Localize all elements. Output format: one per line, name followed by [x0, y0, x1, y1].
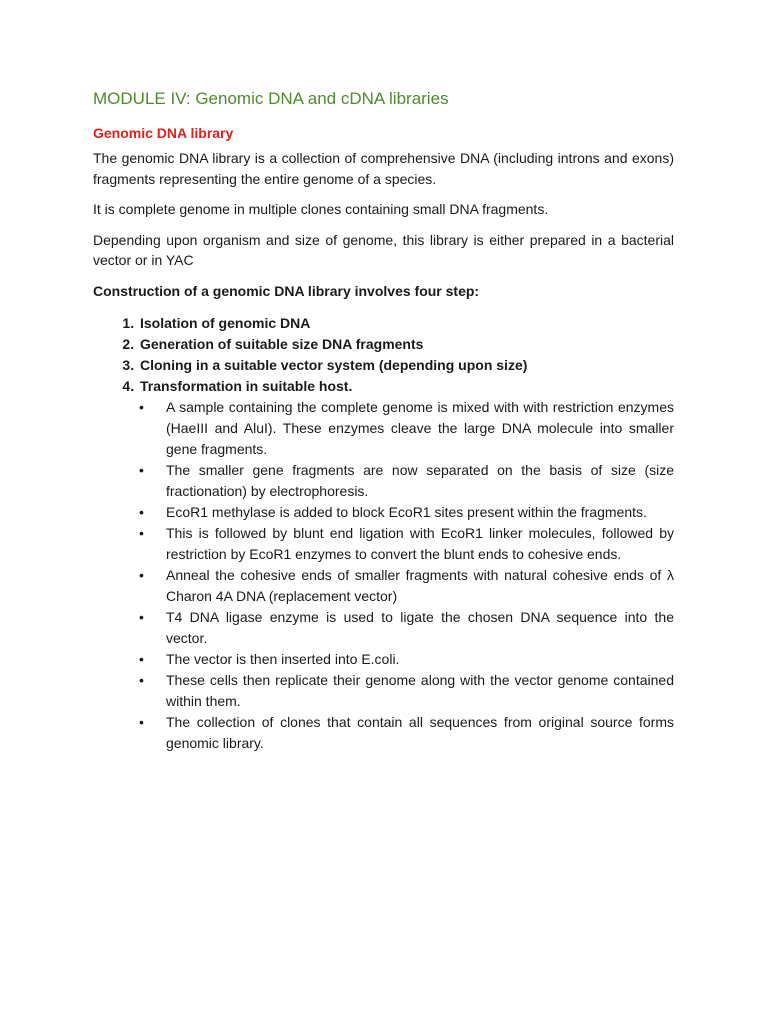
construction-heading: Construction of a genomic DNA library involves four step:: [93, 282, 480, 299]
module-title: MODULE IV: Genomic DNA and cDNA libraries: [93, 89, 449, 108]
steps-list: [93, 313, 674, 397]
document-page: [93, 88, 674, 754]
step-item: 2. Generation of suitable size DNA fragments: [138, 334, 674, 355]
bullet-item: • T4 DNA ligase enzyme is used to ligate the chosen DNA sequence into the vector.: [166, 607, 674, 649]
paragraph-vector-choice: Depending upon organism and size of genome, this library is either prepared in a bacterial vector or in YAC: [93, 231, 674, 268]
bullet-list: [93, 397, 674, 754]
bullet-item: • These cells then replicate their genome along with the vector genome contained within them.: [166, 670, 674, 712]
step-item: 1. Isolation of genomic DNA: [138, 313, 674, 334]
bullet-item: • The collection of clones that contain all sequences from original source forms genomic library.: [166, 712, 674, 754]
bullet-item: • The smaller gene fragments are now separated on the basis of size (size fractionation) by electrophoresis.: [166, 460, 674, 502]
paragraph-complete-genome: It is complete genome in multiple clones containing small DNA fragments.: [93, 201, 549, 217]
bullet-item: • The vector is then inserted into E.coli.: [166, 649, 674, 670]
step-item: 3. Cloning in a suitable vector system (depending upon size): [138, 355, 674, 376]
paragraph-definition: The genomic DNA library is a collection of comprehensive DNA (including introns and exons) fragments representing the entire genome of a species.: [93, 150, 674, 187]
bullet-item: • Anneal the cohesive ends of smaller fragments with natural cohesive ends of λ Charon 4A DNA (replacement vector): [166, 565, 674, 607]
bullet-item: • This is followed by blunt end ligation with EcoR1 linker molecules, followed by restriction by EcoR1 enzymes to convert the blunt ends to cohesive ends.: [166, 523, 674, 565]
bullet-item: • A sample containing the complete genome is mixed with with restriction enzymes (HaeIII and AluI). These enzymes cleave the large DNA molecule into smaller gene fragments.: [166, 397, 674, 460]
bullet-item: • EcoR1 methylase is added to block EcoR1 sites present within the fragments.: [166, 502, 674, 523]
section-title: Genomic DNA library: [93, 125, 234, 141]
step-item: 4. Transformation in suitable host.: [138, 376, 674, 397]
